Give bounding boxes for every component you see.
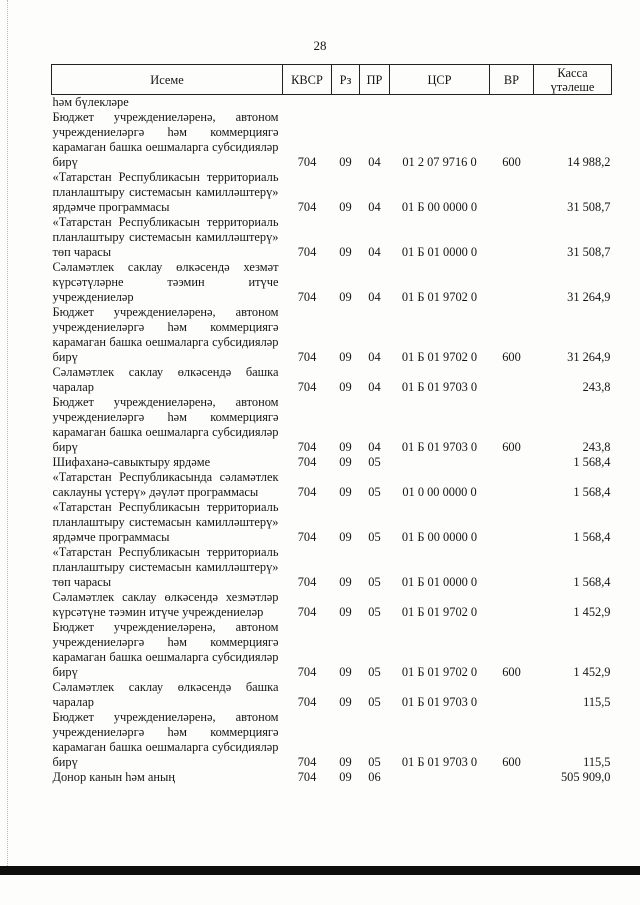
cell-pr: 04 <box>368 245 381 259</box>
cell-rz: 09 <box>339 440 352 454</box>
cell-vr <box>490 470 534 500</box>
cell-csr: 01 0 00 0000 0 <box>402 485 477 499</box>
cell-vr <box>490 260 534 305</box>
cell-rz: 09 <box>339 575 352 589</box>
cell-rz: 09 <box>339 290 352 304</box>
cell-csr: 01 Б 01 9702 0 <box>401 290 478 304</box>
cell-csr: 01 Б 01 9703 0 <box>401 755 478 769</box>
cell-rz: 09 <box>339 155 352 169</box>
cell-amount <box>534 95 612 111</box>
cell-csr: 01 Б 01 9703 0 <box>401 440 478 454</box>
cell-name: «Татарстан Республикасында сәламәтлек саклауны үстерү» дәүләт программасы <box>52 470 279 499</box>
cell-amount: 1 452,9 <box>573 665 611 679</box>
cell-name: Сәламәтлек саклау өлкәсендә хезмәтләр күрсәтүне тәэмин итүче учреждениеләр <box>52 590 279 619</box>
cell-csr: 01 Б 00 0000 0 <box>401 200 478 214</box>
col-header-csr: ЦСР <box>390 65 490 95</box>
cell-rz: 09 <box>339 455 352 469</box>
cell-amount: 243,8 <box>582 440 611 454</box>
cell-kvsr: 704 <box>297 455 317 469</box>
cell-vr: 600 <box>502 350 521 364</box>
cell-pr: 04 <box>368 350 381 364</box>
cell-vr <box>490 455 534 470</box>
cell-vr <box>490 500 534 545</box>
cell-name: «Татарстан Республикасын территориаль планлаштыру системасын камилләштерү» төп чарасы <box>52 545 279 589</box>
cell-vr: 600 <box>502 665 521 679</box>
table-row <box>52 545 612 590</box>
cell-amount: 31 508,7 <box>567 200 611 214</box>
table-header <box>52 65 612 95</box>
cell-vr <box>490 170 534 215</box>
cell-csr <box>390 770 490 785</box>
cell-kvsr: 704 <box>297 350 317 364</box>
cell-csr: 01 Б 01 9702 0 <box>401 350 478 364</box>
cell-pr: 04 <box>368 440 381 454</box>
cell-name: «Татарстан Республикасын территориаль планлаштыру системасын камилләштерү» ярдәмче программасы <box>52 500 279 544</box>
col-header-name: Исеме <box>52 65 283 95</box>
cell-amount: 31 264,9 <box>567 290 611 304</box>
cell-vr <box>490 680 534 710</box>
scan-bottom-bar <box>0 866 640 875</box>
cell-rz: 09 <box>339 350 352 364</box>
cell-amount: 115,5 <box>583 695 611 709</box>
table-row <box>52 395 612 455</box>
cell-name: «Татарстан Республикасын территориаль планлаштыру системасын камилләштерү» төп чарасы <box>52 215 279 259</box>
cell-kvsr: 704 <box>297 755 317 769</box>
cell-name: Сәламәтлек саклау өлкәсендә хезмәт күрсәтүләрне тәэмин итүче учреждениеләр <box>52 260 279 304</box>
cell-kvsr: 704 <box>297 665 317 679</box>
cell-rz: 09 <box>339 380 352 394</box>
cell-name: һәм бүлекләре <box>52 95 129 109</box>
cell-amount: 243,8 <box>582 380 611 394</box>
cell-vr <box>490 95 534 111</box>
cell-amount: 1 568,4 <box>573 575 611 589</box>
table-row <box>52 680 612 710</box>
cell-name: Бюджет учреждениеләренә, автоном учреждениеләргә һәм коммерциягә карамаган башка оешмаларга субсидияләр бирү <box>52 395 279 454</box>
cell-csr: 01 Б 01 9702 0 <box>401 665 478 679</box>
cell-name: Донор канын һәм аның <box>52 770 176 784</box>
cell-rz <box>332 95 360 111</box>
page-number: 28 <box>313 38 327 53</box>
cell-rz: 09 <box>339 605 352 619</box>
table-row <box>52 620 612 680</box>
cell-pr: 05 <box>368 695 381 709</box>
col-header-amount: Касса үтәлеше <box>534 65 612 95</box>
cell-kvsr: 704 <box>297 605 317 619</box>
col-header-kvsr: КВСР <box>283 65 332 95</box>
cell-amount: 1 452,9 <box>573 605 611 619</box>
cell-vr: 600 <box>502 755 521 769</box>
cell-pr: 05 <box>368 605 381 619</box>
cell-amount: 1 568,4 <box>573 485 611 499</box>
cell-rz: 09 <box>339 200 352 214</box>
budget-table <box>51 64 612 785</box>
cell-csr: 01 Б 01 0000 0 <box>401 245 478 259</box>
cell-rz: 09 <box>339 530 352 544</box>
cell-pr: 04 <box>368 155 381 169</box>
cell-name: Бюджет учреждениеләренә, автоном учреждениеләргә һәм коммерциягә карамаган башка оешмаларга субсидияләр бирү <box>52 620 279 679</box>
cell-rz: 09 <box>339 245 352 259</box>
cell-name: Бюджет учреждениеләренә, автоном учреждениеләргә һәм коммерциягә карамаган башка оешмаларга субсидияләр бирү <box>52 110 279 169</box>
cell-name: Сәламәтлек саклау өлкәсендә башка чаралар <box>52 680 279 709</box>
cell-csr <box>390 455 490 470</box>
cell-kvsr: 704 <box>297 485 317 499</box>
table-row <box>52 590 612 620</box>
table-row <box>52 455 612 470</box>
cell-rz: 09 <box>339 755 352 769</box>
cell-kvsr: 704 <box>297 440 317 454</box>
scan-edge-mark <box>7 0 9 870</box>
cell-pr: 04 <box>368 380 381 394</box>
cell-csr: 01 2 07 9716 0 <box>402 155 477 169</box>
table-row <box>52 770 612 785</box>
cell-rz: 09 <box>339 770 352 784</box>
cell-vr <box>490 545 534 590</box>
cell-csr: 01 Б 00 0000 0 <box>401 530 478 544</box>
cell-name: Сәламәтлек саклау өлкәсендә башка чаралар <box>52 365 279 394</box>
cell-vr <box>490 365 534 395</box>
cell-csr: 01 Б 01 9703 0 <box>401 380 478 394</box>
cell-pr: 05 <box>368 530 381 544</box>
cell-name: Шифаханә-савыктыру ярдәме <box>52 455 211 469</box>
cell-amount: 1 568,4 <box>573 530 611 544</box>
cell-vr <box>490 770 534 785</box>
cell-kvsr: 704 <box>297 575 317 589</box>
cell-name: Бюджет учреждениеләренә, автоном учреждениеләргә һәм коммерциягә карамаган башка оешмаларга субсидияләр бирү <box>52 305 279 364</box>
cell-pr <box>360 95 390 111</box>
cell-pr: 04 <box>368 200 381 214</box>
cell-amount: 505 909,0 <box>560 770 611 784</box>
cell-vr <box>490 215 534 260</box>
cell-kvsr: 704 <box>297 530 317 544</box>
cell-kvsr: 704 <box>297 155 317 169</box>
cell-rz: 09 <box>339 695 352 709</box>
cell-pr: 06 <box>368 770 381 784</box>
cell-rz: 09 <box>339 665 352 679</box>
cell-vr: 600 <box>502 155 521 169</box>
cell-kvsr: 704 <box>297 380 317 394</box>
cell-amount: 31 508,7 <box>567 245 611 259</box>
col-header-rz: Рз <box>332 65 360 95</box>
table-row <box>52 305 612 365</box>
cell-vr: 600 <box>502 440 521 454</box>
cell-kvsr: 704 <box>297 695 317 709</box>
table-row <box>52 95 612 111</box>
cell-csr: 01 Б 01 0000 0 <box>401 575 478 589</box>
cell-pr: 05 <box>368 485 381 499</box>
cell-amount: 14 988,2 <box>567 155 611 169</box>
cell-kvsr: 704 <box>297 770 317 784</box>
table-row <box>52 215 612 260</box>
cell-kvsr: 704 <box>297 245 317 259</box>
cell-pr: 05 <box>368 455 381 469</box>
cell-pr: 04 <box>368 290 381 304</box>
cell-pr: 05 <box>368 575 381 589</box>
cell-csr: 01 Б 01 9702 0 <box>401 605 478 619</box>
cell-pr: 05 <box>368 755 381 769</box>
cell-kvsr <box>283 95 332 111</box>
table-row <box>52 110 612 170</box>
table-row <box>52 470 612 500</box>
cell-amount: 31 264,9 <box>567 350 611 364</box>
cell-name: «Татарстан Республикасын территориаль планлаштыру системасын камилләштерү» ярдәмче программасы <box>52 170 279 214</box>
cell-csr: 01 Б 01 9703 0 <box>401 695 478 709</box>
col-header-pr: ПР <box>360 65 390 95</box>
table-row <box>52 260 612 305</box>
col-header-vr: ВР <box>490 65 534 95</box>
cell-csr <box>390 95 490 111</box>
cell-vr <box>490 590 534 620</box>
cell-amount: 115,5 <box>583 755 611 769</box>
cell-kvsr: 704 <box>297 200 317 214</box>
table-row <box>52 710 612 770</box>
cell-rz: 09 <box>339 485 352 499</box>
cell-pr: 05 <box>368 665 381 679</box>
cell-name: Бюджет учреждениеләренә, автоном учреждениеләргә һәм коммерциягә карамаган башка оешмаларга субсидияләр бирү <box>52 710 279 769</box>
table-row <box>52 365 612 395</box>
table-row <box>52 170 612 215</box>
table-row <box>52 500 612 545</box>
cell-amount: 1 568,4 <box>573 455 611 469</box>
cell-kvsr: 704 <box>297 290 317 304</box>
